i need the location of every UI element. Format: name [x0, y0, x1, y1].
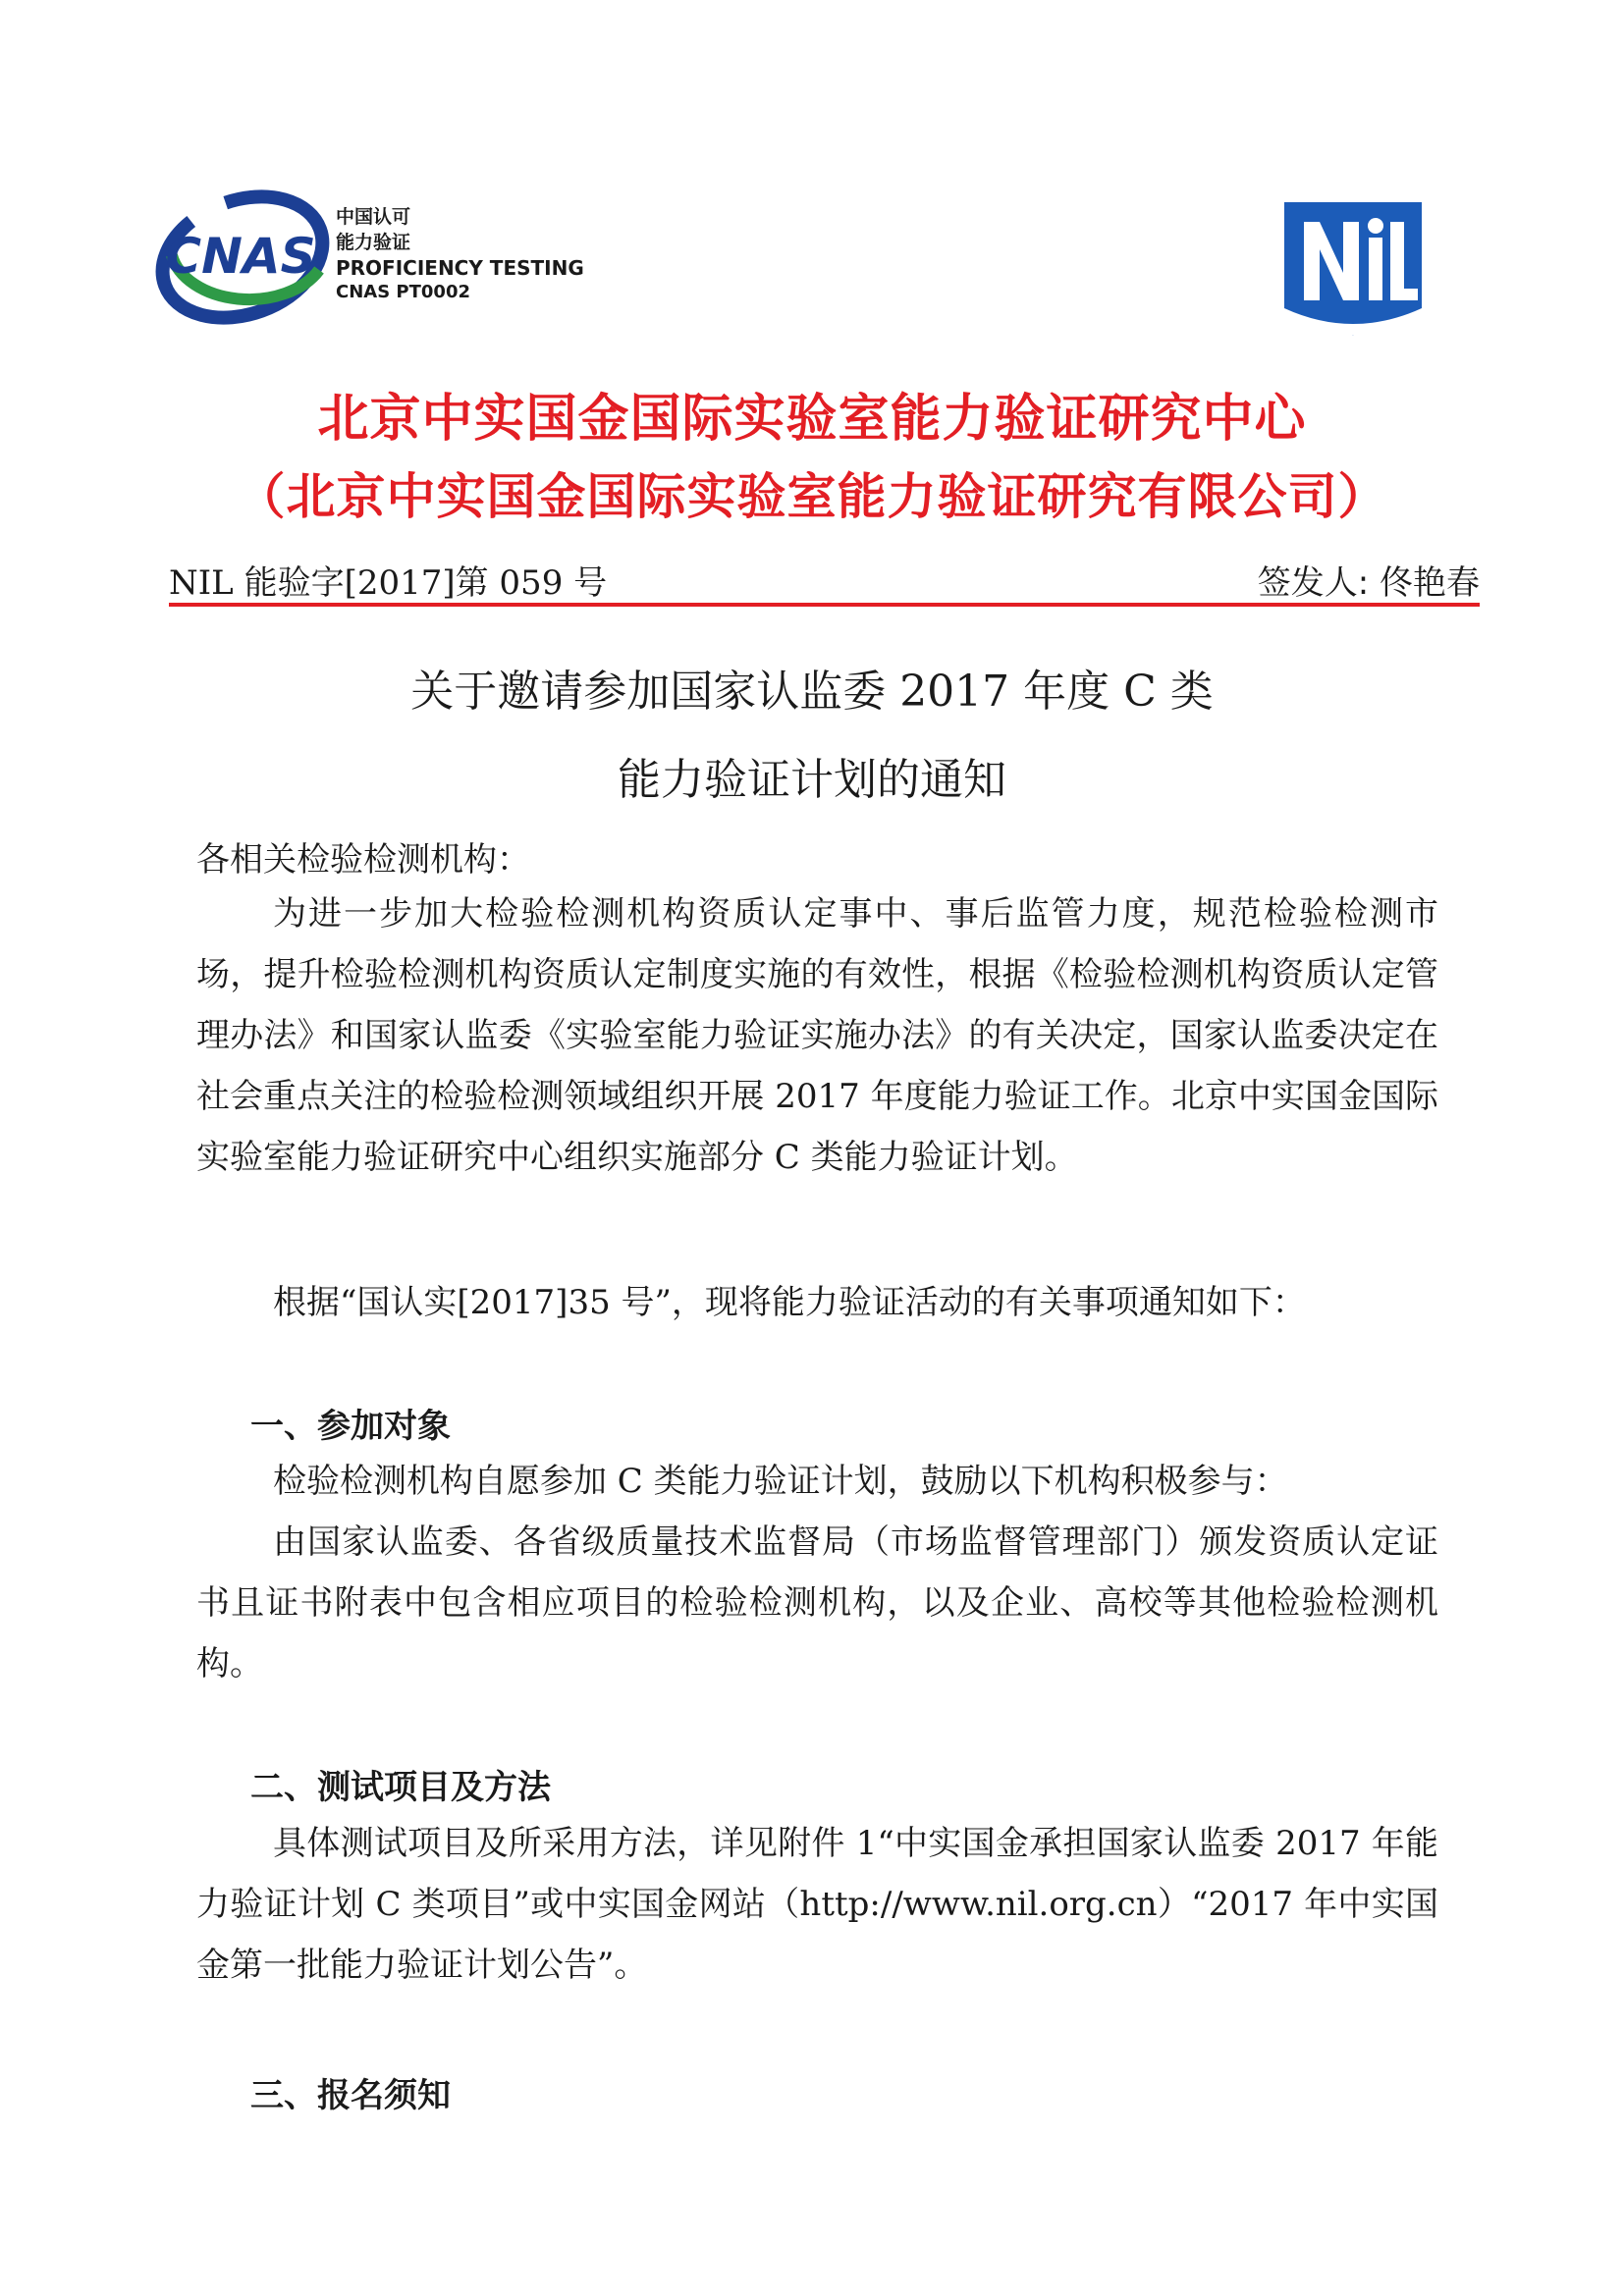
- reference-number: NIL 能验字[2017]第 059 号: [169, 563, 608, 603]
- basis-block: [196, 1272, 1438, 1333]
- nil-wordmark: NIL: [1352, 336, 1354, 337]
- section-2-block: [196, 1813, 1438, 1996]
- salutation: 各相关检验检测机构：: [196, 840, 530, 880]
- cnas-wordmark: CNAS: [165, 228, 316, 285]
- section-heading-3: 三、报名须知: [250, 2076, 451, 2115]
- header-divider: [169, 603, 1480, 607]
- cnas-caption-cn-2: 能力验证: [336, 232, 411, 253]
- notice-title-line1: 关于邀请参加国家认监委 2017 年度 C 类: [410, 667, 1214, 717]
- issuer: 签发人: 佟艳春: [1257, 563, 1480, 603]
- section-heading-2: 二、测试项目及方法: [250, 1768, 551, 1807]
- section-1-paragraph-2: 由国家认监委、各省级质量技术监督局（市场监督管理部门）颁发资质认定证书且证书附表中包含相应项目的检验检测机构，以及企业、高校等其他检验检测机构。: [196, 1522, 1438, 1683]
- cnas-caption-cn-1: 中国认可: [336, 206, 411, 228]
- section-2-paragraph-1: 具体测试项目及所采用方法，详见附件 1“中实国金承担国家认监委 2017 年能力验证计划 C 类项目”或中实国金网站（http://www.nil.org.cn）“2017 年中实国金第一批能力验证计划公告”。: [196, 1824, 1438, 1985]
- section-heading-1: 一、参加对象: [250, 1407, 451, 1446]
- notice-title-line2: 能力验证计划的通知: [618, 755, 1006, 805]
- org-name-line1: 北京中实国金国际实验室能力验证研究中心: [317, 390, 1307, 449]
- intro-paragraph: 为进一步加大检验检测机构资质认定事中、事后监管力度，规范检验检测市场，提升检验检测机构资质认定制度实施的有效性，根据《检验检测机构资质认定管理办法》和国家认监委《实验室能力验证实施办法》的有关决定，国家认监委决定在社会重点关注的检验检测领域组织开展 2017 年度能力验证工作。北京中实国金国际实验室能力验证研究中心组织实施部分 C 类能力验证计划。: [196, 894, 1438, 1177]
- section-1-paragraph-1: 检验检测机构自愿参加 C 类能力验证计划，鼓励以下机构积极参与：: [273, 1462, 1288, 1501]
- nil-logo: [1274, 192, 1432, 340]
- cnas-caption: [336, 204, 584, 304]
- intro-block: [196, 883, 1438, 1188]
- basis-paragraph: 根据“国认实[2017]35 号”，现将能力验证活动的有关事项通知如下：: [273, 1283, 1306, 1322]
- cnas-caption-code: CNAS PT0002: [336, 282, 471, 302]
- org-name-line2: （北京中实国金国际实验室能力验证研究有限公司）: [236, 468, 1388, 525]
- reference-row: [169, 556, 1480, 603]
- cnas-caption-en: PROFICIENCY TESTING: [336, 256, 584, 280]
- section-1-block: [196, 1451, 1438, 1694]
